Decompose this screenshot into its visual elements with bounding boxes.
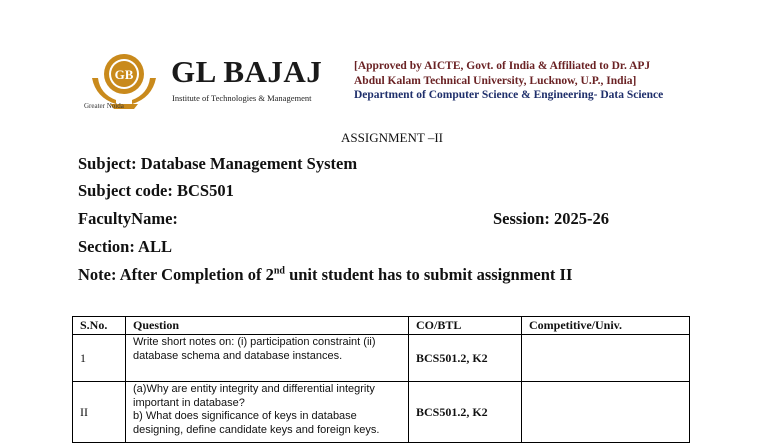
letterhead [0,0,784,115]
row-question [126,335,409,382]
emblem-monogram: GB [114,67,134,82]
logo-location: Greater Noida [84,102,124,110]
row-competitive-univ [522,335,690,382]
accreditation-line-2: Abdul Kalam Technical University, Lucknow, U.P., India] [354,74,637,87]
submission-note [78,265,572,285]
table-row [73,382,690,443]
row-sno: 1 [73,335,126,382]
question-text: Write short notes on: (i) participation constraint (ii) database schema and database instances. [133,336,376,362]
row-co-btl: BCS501.2, K2 [409,382,522,443]
column-header-question: Question [126,317,409,335]
questions-table [72,316,690,443]
row-question [126,382,409,443]
accreditation-block [354,59,663,103]
institute-subtitle: Institute of Technologies & Management [172,93,312,103]
institute-name: GL BAJAJ [171,54,323,89]
assignment-title: ASSIGNMENT –II [341,130,443,145]
note-text-start: Note: After Completion of 2 [78,265,274,284]
table-row [73,335,690,382]
faculty-line: FacultyName: [78,209,178,228]
question-part-a: (a)Why are entity integrity and differential integrity important in database? [133,383,375,409]
department-line: Department of Computer Science & Engineering- Data Science [354,89,664,101]
section-line: Section: ALL [78,237,172,256]
accreditation-line-1: [Approved by AICTE, Govt. of India & Affiliated to Dr. APJ [354,60,651,72]
column-header-co-btl: CO/BTL [409,317,522,335]
subject-code-line: Subject code: BCS501 [78,181,234,200]
subject-line: Subject: Database Management System [78,154,358,173]
note-text-end: unit student has to submit assignment II [284,265,573,284]
institute-emblem-icon [86,48,162,110]
table-header-row [73,317,690,335]
row-competitive-univ [522,382,690,443]
note-superscript: nd [273,265,285,277]
row-sno: II [73,382,126,443]
column-header-sno: S.No. [73,317,126,335]
column-header-competitive-univ: Competitive/Univ. [522,317,690,335]
question-part-b: b) What does significance of keys in database designing, define candidate keys and foreign keys. [133,410,380,436]
session-line: Session: 2025-26 [493,209,609,228]
row-co-btl: BCS501.2, K2 [409,335,522,382]
